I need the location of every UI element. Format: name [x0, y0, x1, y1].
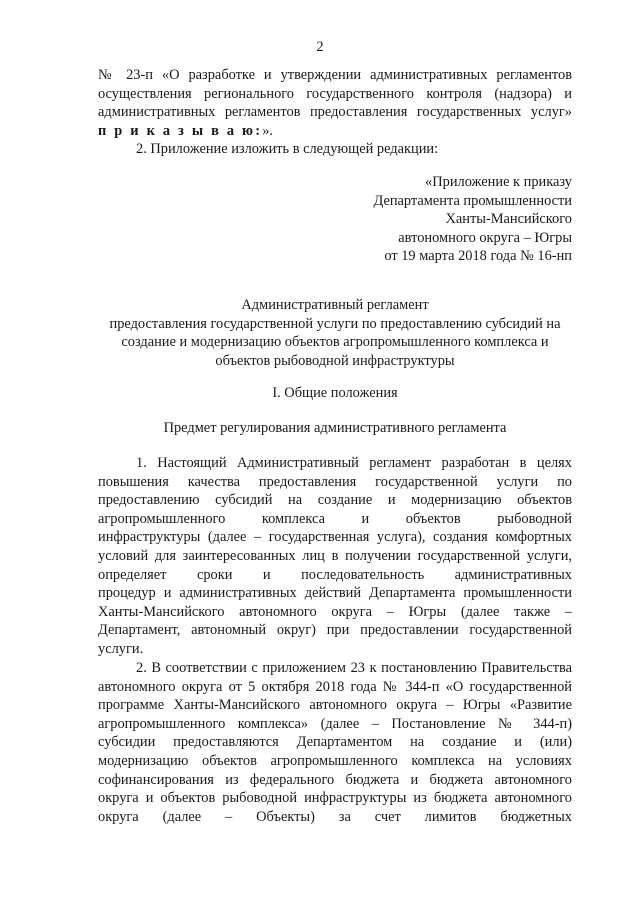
paragraph-line: агропромышленного комплекса» (далее – Постановление № 344-п) [98, 715, 572, 732]
paragraph-line: агропромышленного комплекса и объектов рыбоводной [98, 510, 572, 527]
document-title [98, 296, 572, 370]
title-line: создание и модернизацию объектов агропромышленного комплекса и [121, 334, 549, 351]
intro-block [98, 66, 572, 159]
item-2-line: 2. Приложение изложить в следующей редакции: [136, 141, 439, 158]
title-line: предоставления государственной услуги по предоставлению субсидий на [109, 315, 561, 332]
appendix-line: Ханты-Мансийского [445, 211, 572, 228]
paragraph-line: софинансирования из федерального бюджета и бюджета автономного [98, 771, 572, 788]
intro-line: осуществления регионального государственного контроля (надзора) и [98, 85, 572, 102]
paragraph-line: Департамент, автономный округ) при предоставлении государственной [98, 622, 572, 639]
paragraph-line: Ханты-Мансийского автономного округа – Югры (далее также – [98, 603, 572, 620]
paragraph-1 [98, 454, 572, 659]
paragraph-line: повышения качества предоставления государственной услуги по [98, 473, 572, 490]
intro-line: административных регламентов предоставления государственных услуг» [98, 104, 572, 121]
appendix-line: «Приложение к приказу [425, 174, 572, 190]
paragraph-line: 1. Настоящий Административный регламент разработан в целях [136, 455, 572, 471]
title-line: объектов рыбоводной инфраструктуры [215, 352, 455, 369]
paragraph-line: предоставлению субсидий на создание и модернизацию объектов [98, 492, 572, 509]
paragraph-line: инфраструктуры (далее – государственная услуга), создания комфортных [98, 529, 572, 546]
paragraph-line: программе Ханты-Мансийского автономного округа – Югры «Развитие [98, 697, 572, 714]
paragraph-line: определяет сроки и последовательность административных [98, 566, 572, 583]
paragraph-line: округа (далее – Объекты) за счет лимитов бюджетных [98, 808, 572, 825]
title-line: Административный регламент [241, 297, 429, 313]
decree-line [98, 122, 572, 141]
paragraph-line: условий для заинтересованных лиц в получении государственной услуги, [98, 547, 572, 564]
paragraph-line: процедур и административных действий Департамента промышленности [98, 585, 572, 602]
section-heading: I. Общие положения [272, 385, 398, 401]
paragraph-2 [98, 659, 572, 826]
appendix-line: Департамента промышленности [373, 192, 572, 209]
appendix-line: автономного округа – Югры [398, 229, 572, 246]
paragraph-line: 2. В соответствии с приложением 23 к постановлению Правительства [136, 660, 572, 676]
paragraph-line: услуги. [98, 640, 144, 657]
appendix-reference [272, 173, 572, 266]
appendix-line: от 19 марта 2018 года № 16-нп [384, 248, 572, 265]
subsection-heading: Предмет регулирования административного регламента [163, 420, 507, 436]
paragraph-line: субсидии предоставляются Департаментом на создание и (или) [98, 734, 572, 751]
paragraph-line: модернизацию объектов агропромышленного комплекса на условиях [98, 752, 572, 769]
decree-word: п р и к а з ы в а ю: [98, 122, 263, 139]
decree-tail: ». [262, 122, 274, 139]
page-number: 2 [316, 39, 324, 55]
intro-line: № 23-п «О разработке и утверждении административных регламентов [98, 67, 572, 83]
paragraph-line: автономного округа от 5 октября 2018 года № 344-п «О государственной [98, 678, 572, 695]
paragraph-line: округа и объектов рыбоводной инфраструктуры из бюджета автономного [98, 790, 572, 807]
